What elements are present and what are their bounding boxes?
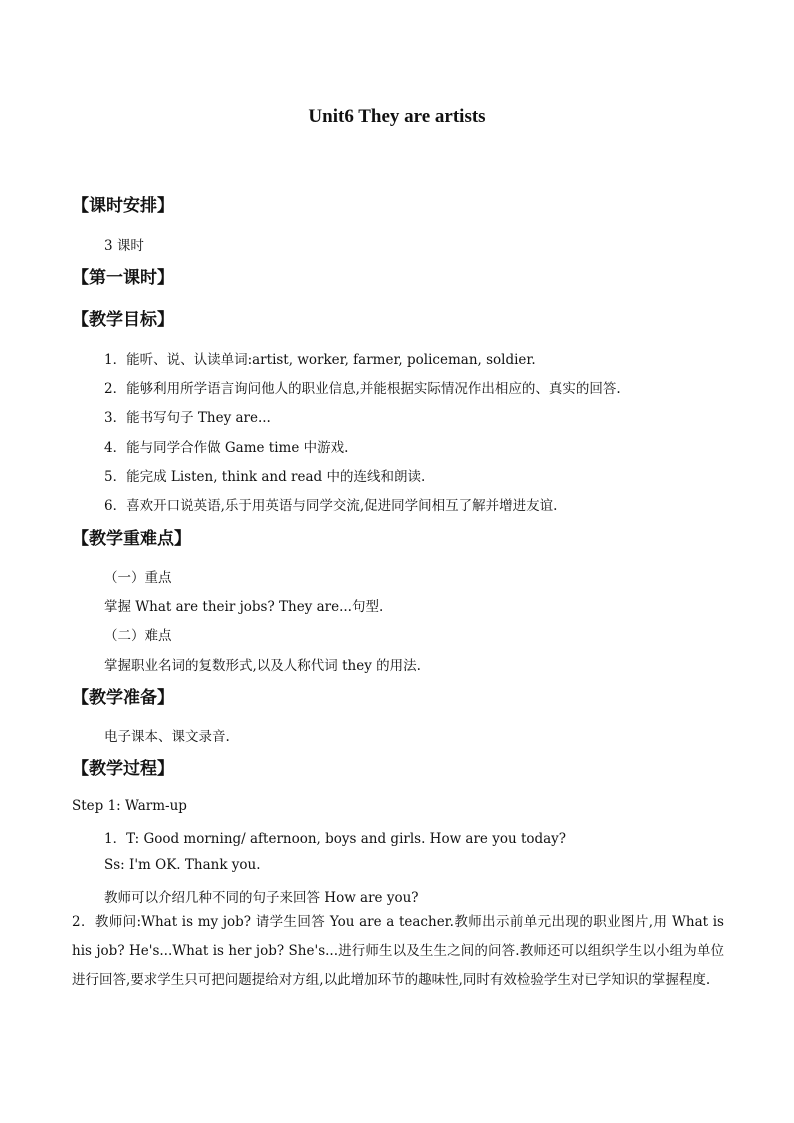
objective-item: 6．喜欢开口说英语,乐于用英语与同学交流,促进同学间相互了解并增进友谊. (104, 498, 558, 514)
process-line: 1．T: Good morning/ afternoon, boys and girls. How are you today? (104, 831, 567, 847)
heading-process: 【教学过程】 (72, 759, 174, 779)
difficulty-label: （二）难点 (104, 628, 172, 644)
heading-first-lesson: 【第一课时】 (72, 268, 174, 288)
objective-item: 3．能书写句子 They are... (104, 410, 271, 426)
difficulty-text: 掌握职业名词的复数形式,以及人称代词 they 的用法. (104, 658, 421, 674)
objective-item: 2．能够利用所学语言询问他人的职业信息,并能根据实际情况作出相应的、真实的回答. (104, 381, 621, 397)
heading-key-points: 【教学重难点】 (72, 529, 191, 549)
heading-schedule: 【课时安排】 (72, 196, 174, 216)
step-title: Step 1: Warm-up (72, 798, 187, 814)
process-line: 教师可以介绍几种不同的句子来回答 How are you? (104, 890, 419, 906)
objective-item: 4．能与同学合作做 Game time 中游戏. (104, 440, 349, 456)
objective-item: 1．能听、说、认读单词:artist, worker, farmer, policeman, soldier. (104, 352, 536, 368)
preparation-text: 电子课本、课文录音. (104, 729, 230, 745)
document-title: Unit6 They are artists (308, 106, 486, 127)
key-point-label: （一）重点 (104, 570, 172, 586)
key-point-text: 掌握 What are their jobs? They are...句型. (104, 599, 384, 615)
heading-objectives: 【教学目标】 (72, 310, 174, 330)
process-paragraph: 2．教师问:What is my job? 请学生回答 You are a teacher.教师出示前单元出现的职业图片,用 What is his job? He's...What is her job? She's...进行师生以及生生之间的问答.教师还可以组织学生以小组为单位进行回答,要求学生只可把问题提给对方组,以此增加环节的趣味性,同时有效检验学生对已学知识的掌握程度. (72, 914, 724, 988)
process-line: Ss: I'm OK. Thank you. (104, 857, 261, 873)
schedule-text: 3 课时 (104, 238, 144, 254)
objective-item: 5．能完成 Listen, think and read 中的连线和朗读. (104, 469, 426, 485)
heading-preparation: 【教学准备】 (72, 688, 174, 708)
